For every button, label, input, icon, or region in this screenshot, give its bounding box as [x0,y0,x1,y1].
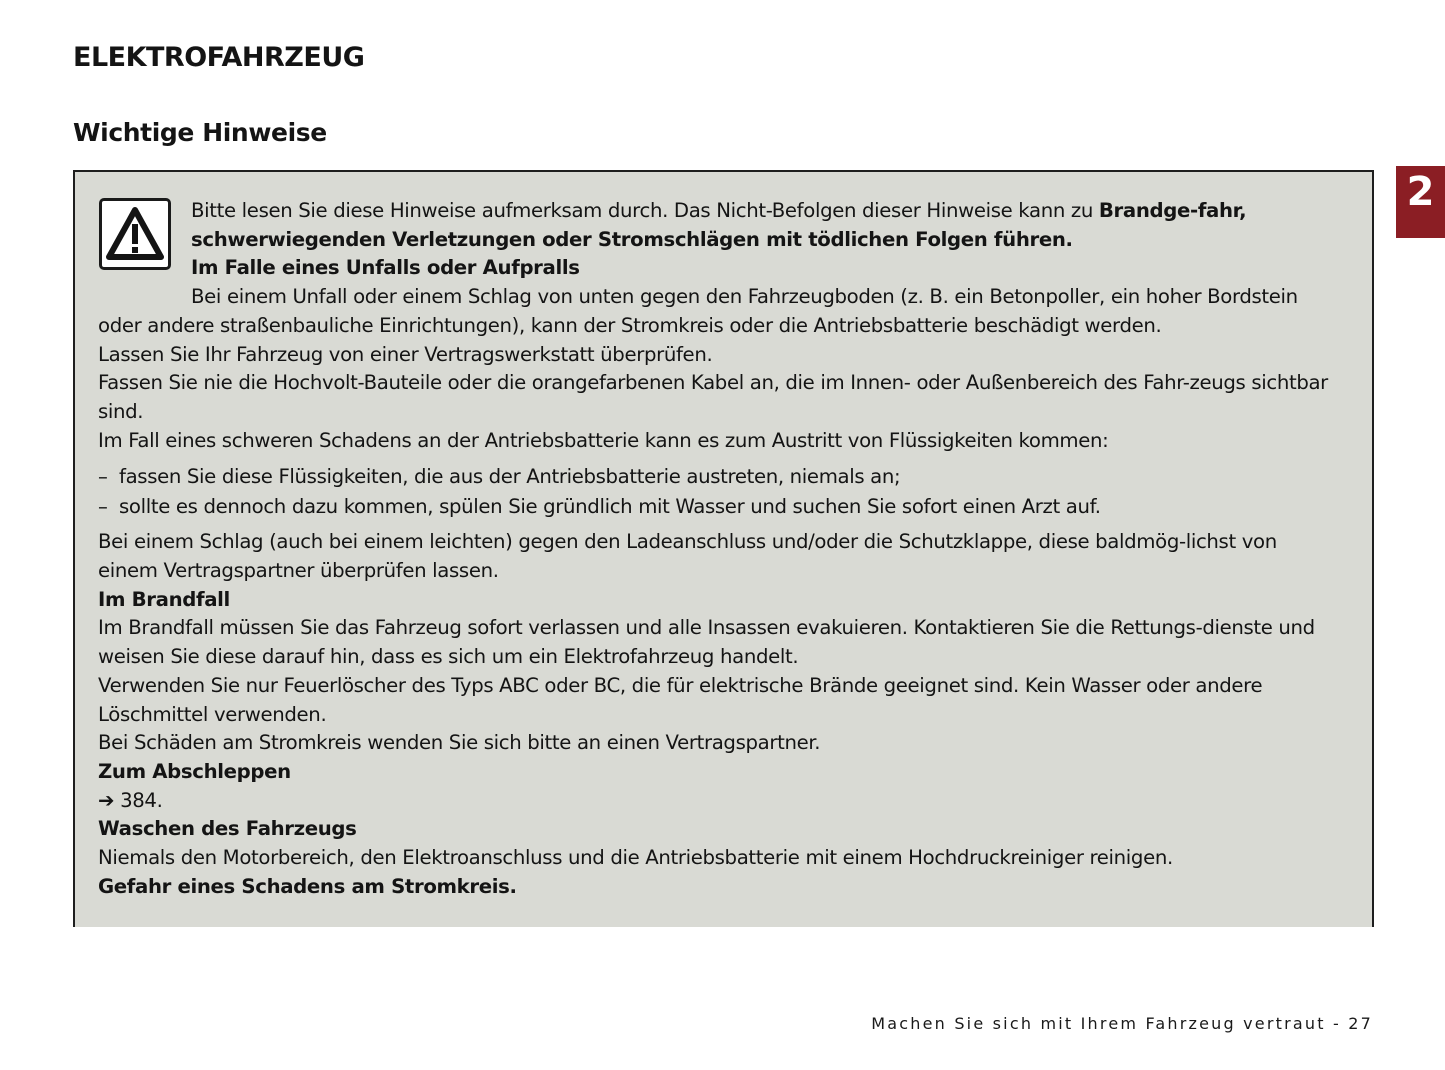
accident-heading: Im Falle eines Unfalls oder Aufpralls [191,256,580,280]
fire-paragraph-3: Bei Schäden am Stromkreis wenden Sie sich bitte an einen Vertragspartner. [98,731,821,755]
arrow-right-icon: ➔ [98,788,115,812]
accident-paragraph-1: Bei einem Unfall oder einem Schlag von unten gegen den Fahrzeugboden (z. B. ein Betonpoller, ein hoher Bordstein oder andere straßenbauliche Einrichtungen), kann der Stromkreis oder die Antriebsbatterie beschädigt werden. [98,285,1298,337]
wash-heading: Waschen des Fahrzeugs [98,817,357,841]
warning-box [73,170,1374,927]
tow-suffix: . [156,788,163,812]
intro-paragraph [98,197,1342,254]
accident-paragraph-3: Fassen Sie nie die Hochvolt-Bauteile oder die orangefarbenen Kabel an, die im Innen- oder Außenbereich des Fahr-zeugs sichtbar sind. [98,371,1328,423]
fire-paragraph-1: Im Brandfall müssen Sie das Fahrzeug sofort verlassen und alle Insassen evakuieren. Kontaktieren Sie die Rettungs-dienste und weisen Sie diese darauf hin, dass es sich um ein Elektrofahrzeug handelt. [98,616,1315,669]
wash-paragraph-1: Niemals den Motorbereich, den Elektroanschluss und die Antriebsbatterie mit einem Hochdruckreiniger reinigen. [98,846,1173,870]
fire-heading: Im Brandfall [98,587,230,611]
accident-paragraph-5: Bei einem Schlag (auch bei einem leichten) gegen den Ladeanschluss und/oder die Schutzklappe, diese baldmög-lichst von einem Vertragspartner überprüfen lassen. [98,530,1277,583]
page-footer: Machen Sie sich mit Ihrem Fahrzeug vertraut - 27 [871,1014,1373,1033]
list-item: – sollte es dennoch dazu kommen, spülen Sie gründlich mit Wasser und suchen Sie sofort einen Arzt auf. [98,492,1342,522]
chapter-tab: 2 [1396,166,1445,238]
tow-heading: Zum Abschleppen [98,759,291,783]
section-title: Wichtige Hinweise [73,118,327,147]
page-title: ELEKTROFAHRZEUG [73,42,365,73]
tow-page-link[interactable]: 384 [120,788,157,812]
intro-text: Bitte lesen Sie diese Hinweise aufmerksam durch. Das Nicht-Befolgen dieser Hinweise kann zu [191,199,1099,222]
fluid-bullet-list [98,462,1342,521]
wash-paragraph-2: Gefahr eines Schadens am Stromkreis. [98,874,517,898]
fire-paragraph-2: Verwenden Sie nur Feuerlöscher des Typs ABC oder BC, die für elektrische Brände geeignet sind. Kein Wasser oder andere Löschmittel verwenden. [98,673,1263,726]
accident-paragraph-4: Im Fall eines schweren Schadens an der Antriebsbatterie kann es zum Austritt von Flüssigkeiten kommen: [98,428,1109,452]
warning-triangle-icon [99,198,171,270]
list-item: – fassen Sie diese Flüssigkeiten, die aus der Antriebsbatterie austreten, niemals an; [98,462,1342,492]
accident-paragraph-2: Lassen Sie Ihr Fahrzeug von einer Vertragswerkstatt überprüfen. [98,342,713,366]
intro-bold: Brandge-fahr, schwerwiegenden Verletzungen oder Stromschlägen mit tödlichen Folgen führen. [191,199,1247,251]
tow-reference [98,787,1342,816]
